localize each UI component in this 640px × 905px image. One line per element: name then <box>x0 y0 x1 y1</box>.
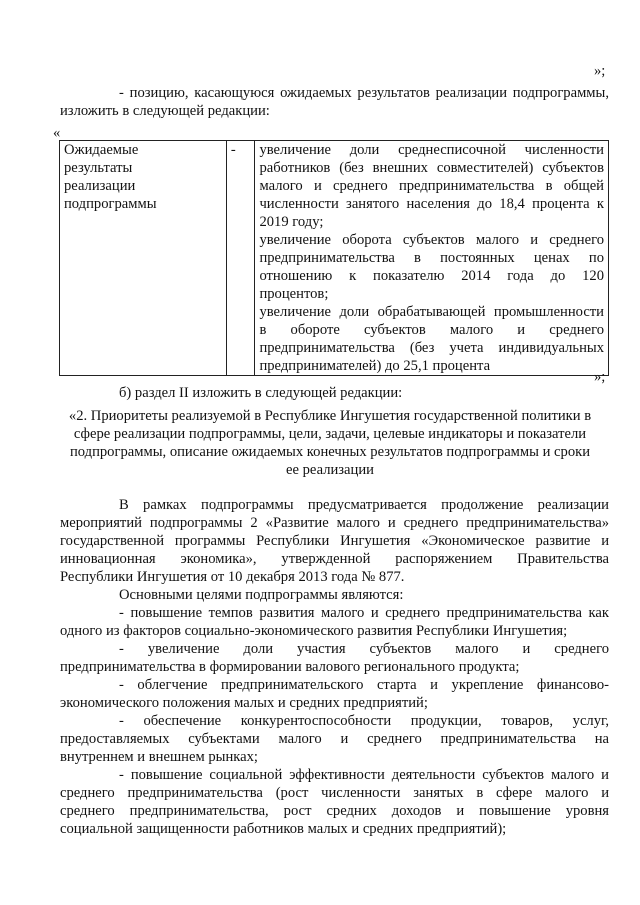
value-line: предпринимателей) до 25,1 процента <box>259 358 491 374</box>
para1-line-4: инновационная экономика», утвержденной распоряжением Правительства <box>60 551 609 567</box>
para1-line-1: В рамках подпрограммы предусматривается продолжение реализации <box>119 497 609 513</box>
value-line: отношению к показателю 2014 года до 120 <box>259 268 604 284</box>
goal-3-line-1: - облегчение предпринимательского старта и укрепление финансово- <box>119 677 609 693</box>
value-line: увеличение доли обрабатывающей промышленности <box>259 304 604 320</box>
goal-2-line-1: - увеличение доли участия субъектов малого и среднего <box>119 641 609 657</box>
goal-5-line-2: среднего предпринимательства (рост численности занятых в сфере малого и <box>60 785 609 801</box>
goal-2-line-2: предпринимательства в формировании валового регионального продукта; <box>60 659 520 675</box>
table-value-cell <box>255 141 609 376</box>
goal-1-line-1: - повышение темпов развития малого и среднего предпринимательства как <box>119 605 609 621</box>
value-line: предпринимательства (без учета индивидуальных <box>259 340 604 356</box>
goal-3-line-2: экономического положения малых и средних предприятий; <box>60 695 428 711</box>
dash: - <box>230 142 236 158</box>
label-line: реализации <box>64 178 136 194</box>
intro-line-2: изложить в следующей редакции: <box>60 103 270 119</box>
table-dash-cell <box>226 141 255 376</box>
label-line: Ожидаемые <box>64 142 139 158</box>
value-line: численности занятого населения до 18,4 процента к <box>259 196 604 212</box>
intro-line-1: - позицию, касающуюся ожидаемых результатов реализации подпрограммы, <box>119 85 609 101</box>
value-line: в обороте субъектов малого и среднего <box>259 322 604 338</box>
goal-4-line-3: внутреннем и внешнем рынках; <box>60 749 258 765</box>
quote-end-top: »; <box>594 63 606 79</box>
goal-4-line-1: - обеспечение конкурентоспособности продукции, товаров, услуг, <box>119 713 609 729</box>
value-line: малого и среднего предпринимательства в общей <box>259 178 604 194</box>
open-quote: « <box>53 125 61 141</box>
label-line: подпрограммы <box>64 196 157 212</box>
goal-1-line-2: одного из факторов социально-экономического развития Республики Ингушетия; <box>60 623 568 639</box>
heading-line-4: ее реализации <box>286 462 374 478</box>
para1-line-3: государственной программы Республики Ингушетия «Экономическое развитие и <box>60 533 609 549</box>
value-line: 2019 году; <box>259 214 324 230</box>
heading-line-3: подпрограммы, описание ожидаемых конечных результатов подпрограммы и сроки <box>69 444 591 460</box>
value-line: работников (без внешних совместителей) субъектов <box>259 160 604 176</box>
table-label-cell <box>60 141 227 376</box>
goals-intro: Основными целями подпрограммы являются: <box>119 587 404 603</box>
results-table <box>59 140 609 376</box>
goal-5-line-4: социальной защищенности работников малых и средних предприятий); <box>60 821 507 837</box>
label-line: результаты <box>64 160 133 176</box>
para1-line-5: Республики Ингушетия от 10 декабря 2013 года № 877. <box>60 569 405 585</box>
value-line: процентов; <box>259 286 329 302</box>
heading-line-1: «2. Приоритеты реализуемой в Республике Ингушетия государственной политики в <box>68 408 592 424</box>
section-b-line: б) раздел II изложить в следующей редакции: <box>119 385 403 401</box>
value-line: увеличение оборота субъектов малого и среднего <box>259 232 604 248</box>
value-line: предпринимательства в постоянных ценах по <box>259 250 604 266</box>
goal-5-line-3: среднего предпринимательства, рост средних доходов и повышение уровня <box>60 803 609 819</box>
para1-line-2: мероприятий подпрограммы 2 «Развитие малого и среднего предпринимательства» <box>60 515 609 531</box>
quote-end-table: »; <box>594 369 606 385</box>
goal-4-line-2: предоставляемых субъектами малого и среднего предпринимательства на <box>60 731 609 747</box>
heading-line-2: сфере реализации подпрограммы, цели, задачи, целевые индикаторы и показатели <box>73 426 587 442</box>
value-line: увеличение доли среднесписочной численности <box>259 142 604 158</box>
goal-5-line-1: - повышение социальной эффективности деятельности субъектов малого и <box>119 767 609 783</box>
